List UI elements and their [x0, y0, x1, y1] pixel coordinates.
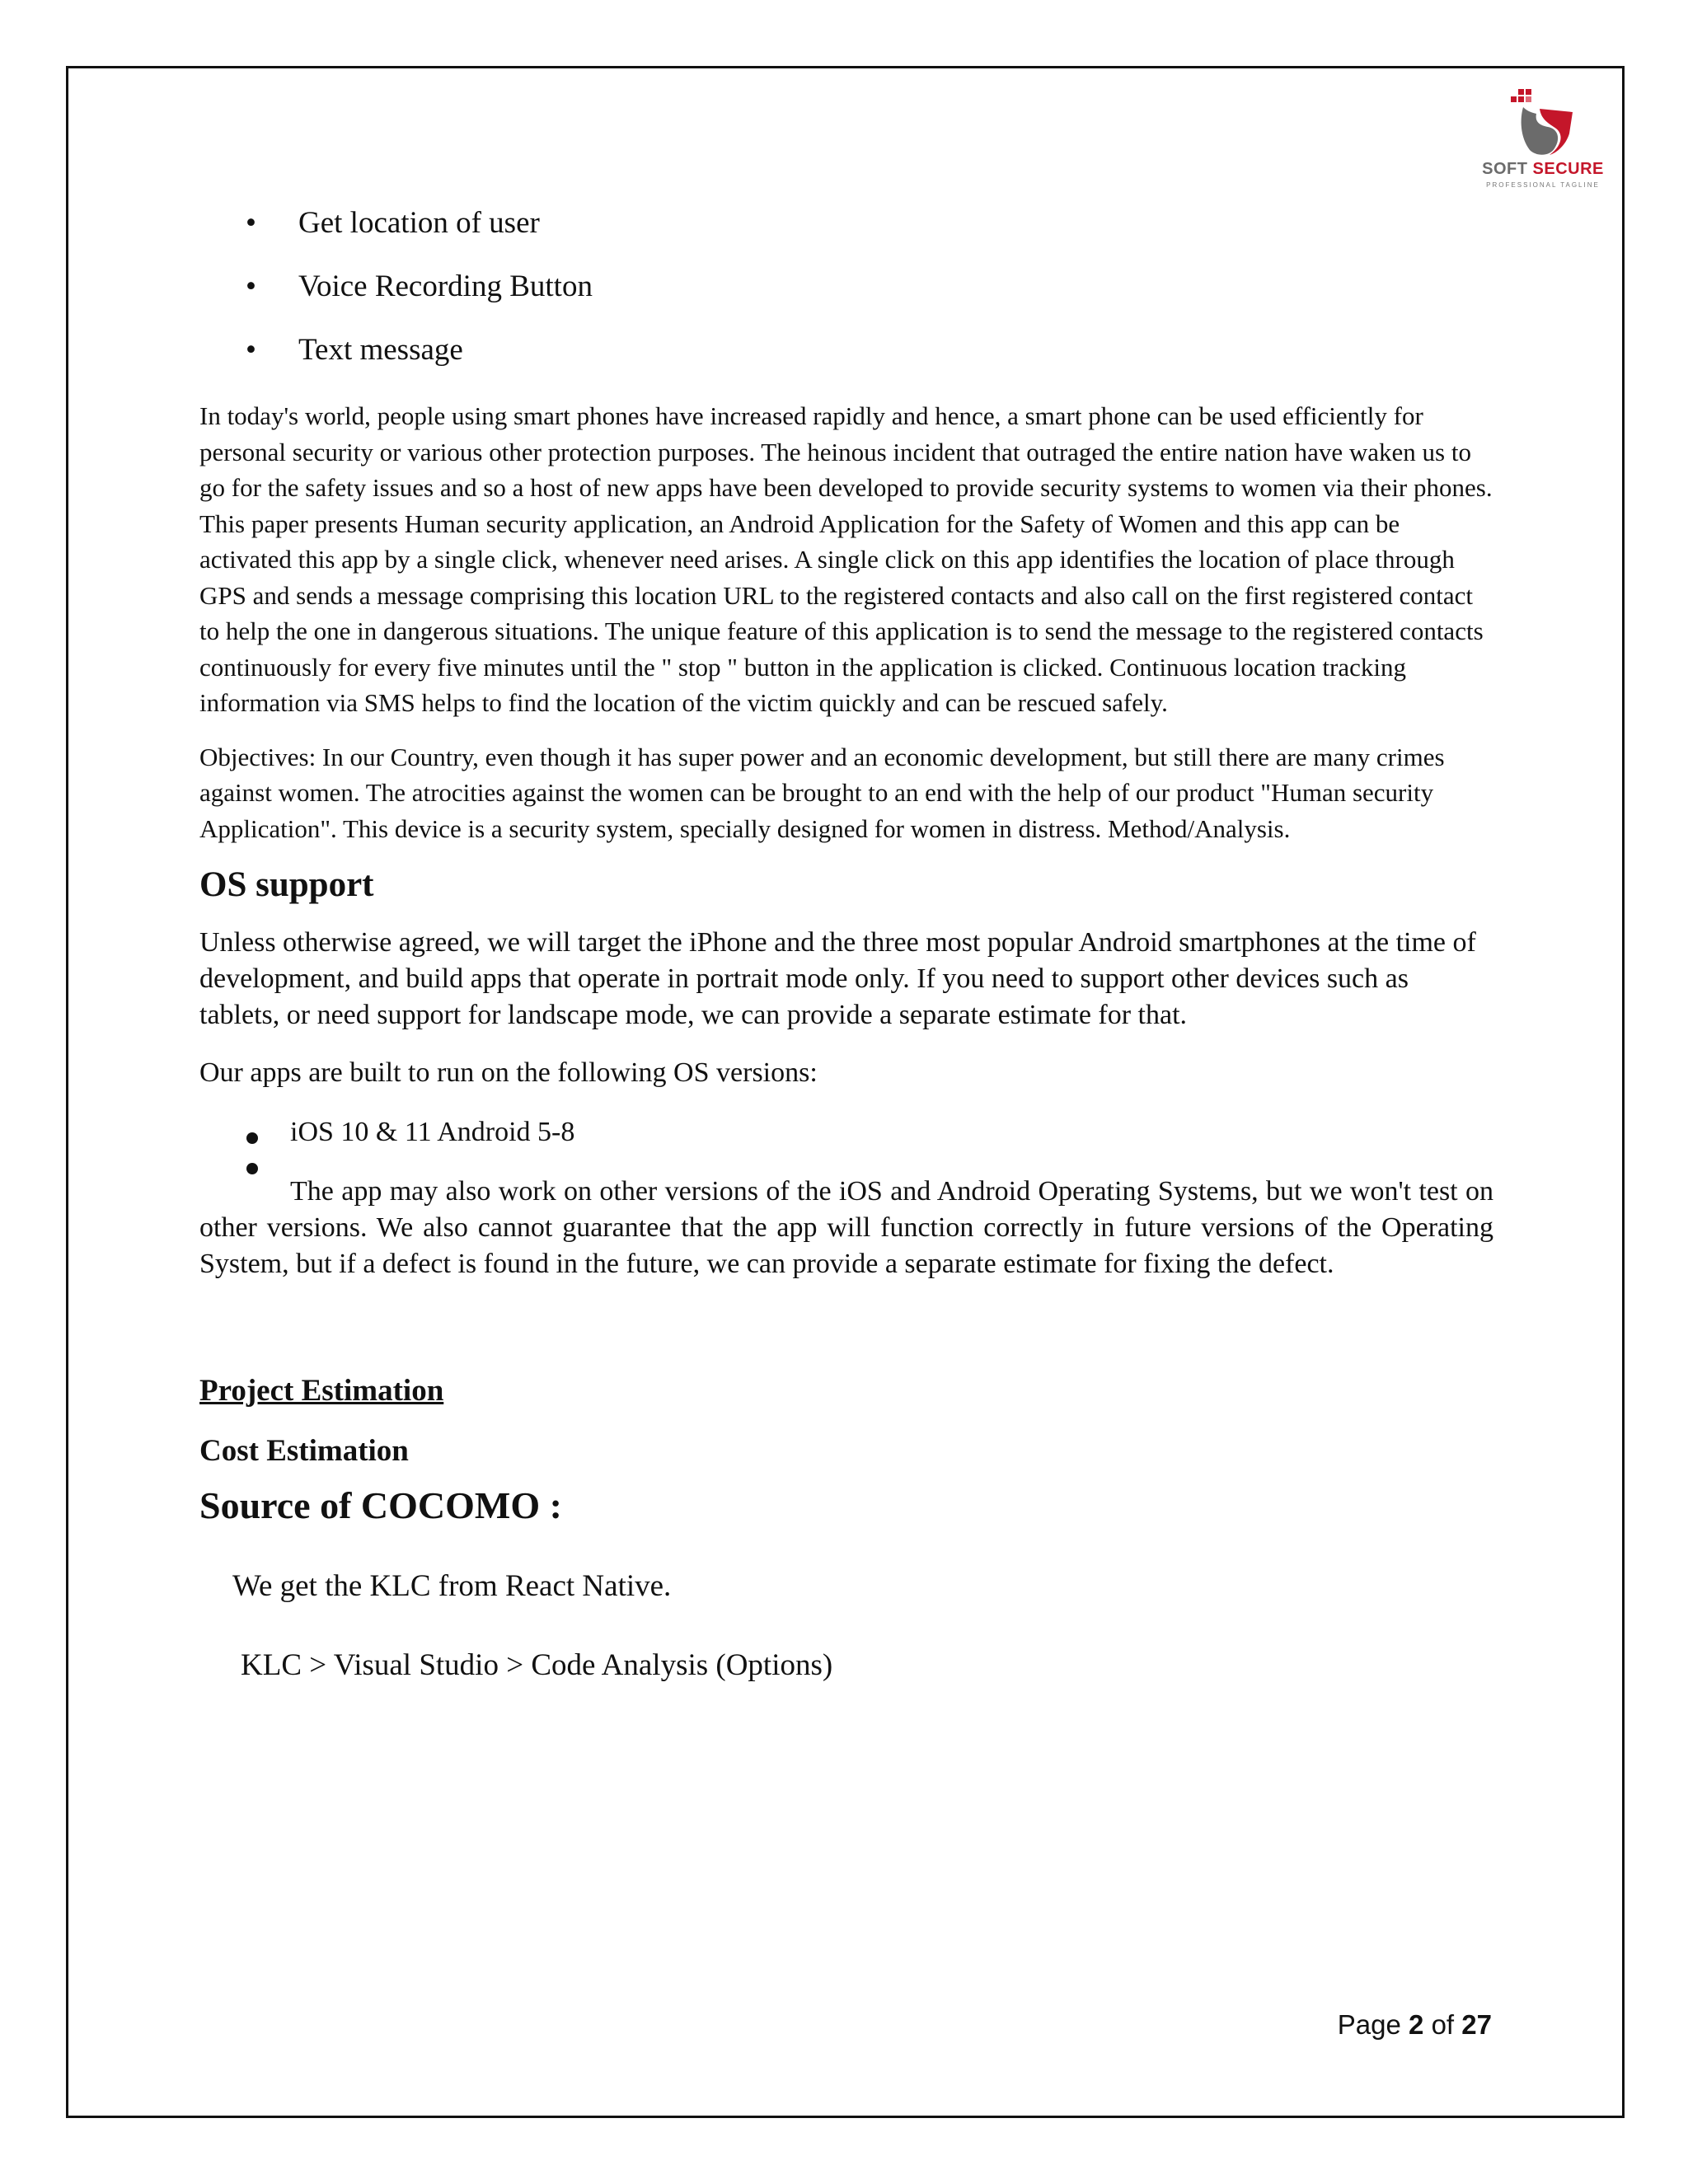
page-number-footer [1338, 2009, 1492, 2041]
intro-paragraph: In today's world, people using smart phones have increased rapidly and hence, a smart phone can be used efficiently for personal security or various other protection purposes. The heinous incident that outraged the entire nation have waken us to go for the safety issues and so a host of new apps have been developed to provide security systems to women via their phones. This paper presents Human security application, an Android Application for the Safety of Women and this app can be activated this app by a single click, whenever need arises. A single click on this app identifies the location of place through GPS and sends a message comprising this location URL to the registered contacts and also call on the first registered contact to help the one in dangerous situations. The unique feature of this application is to send the message to the registered contacts continuously for every five minutes until the " stop " button in the application is clicked. Continuous location tracking information via SMS helps to find the location of the victim quickly and can be rescued safely. [199, 401, 1493, 717]
bullet-icon: • [246, 206, 256, 240]
feature-text: Voice Recording Button [298, 269, 593, 303]
feature-text: Text message [298, 333, 463, 367]
shield-logo-icon [1470, 86, 1615, 160]
logo-word-soft: SOFT [1482, 160, 1528, 178]
project-estimation-heading: Project Estimation [199, 1374, 444, 1408]
objectives-paragraph: Objectives: In our Country, even though it has super power and an economic development, but still there are many crimes against women. The atrocities against the women can be brought to an end with the help of our product "Human security Application". This device is a security system, specially designed for women in distress. Method/Analysis. [199, 742, 1445, 843]
footer-page-word: Page [1337, 2009, 1401, 2040]
os-versions-intro: Our apps are built to run on the following OS versions: [199, 1057, 818, 1088]
feature-list [199, 191, 1493, 382]
os-version-text: iOS 10 & 11 Android 5-8 [290, 1117, 575, 1147]
klc-source-line: We get the KLC from React Native. [232, 1569, 672, 1603]
bullet-dot-icon [246, 1163, 258, 1174]
list-item [199, 318, 1493, 382]
os-support-paragraph: Unless otherwise agreed, we will target the iPhone and the three most popular Android smartphones at the time of development, and build apps that operate in portrait mode only. If you need to support other devices such as tablets, or need support for landscape mode, we can provide a separate estimate for that. [199, 927, 1476, 1030]
os-disclaimer-text: The app may also work on other versions of the iOS and Android Operating Systems, but we won't test on other versions. We also cannot guarantee that the app will function correctly in future versions of the Operating System, but if a defect is found in the future, we can provide a separate estimate for fixing the defect. [199, 1176, 1493, 1279]
list-item [199, 191, 1493, 255]
page-content [199, 191, 1493, 1684]
os-versions-list [199, 1114, 1493, 1282]
feature-text: Get location of user [298, 206, 540, 240]
footer-page-number: 2 [1409, 2009, 1424, 2040]
logo-word-secure: SECURE [1532, 160, 1604, 178]
list-item [199, 1114, 1493, 1151]
os-support-heading: OS support [199, 865, 374, 904]
klc-path-line: KLC > Visual Studio > Code Analysis (Options) [241, 1648, 833, 1682]
bullet-dot-icon [246, 1132, 258, 1144]
list-item [199, 255, 1493, 318]
footer-total-pages: 27 [1461, 2009, 1492, 2040]
bullet-icon: • [246, 269, 256, 303]
cost-estimation-heading: Cost Estimation [199, 1434, 409, 1468]
bullet-icon: • [246, 333, 256, 367]
soft-secure-logo [1470, 86, 1615, 193]
list-item [199, 1174, 1493, 1282]
logo-tagline: PROFESSIONAL TAGLINE [1486, 181, 1600, 189]
cocomo-heading: Source of COCOMO : [199, 1484, 562, 1526]
footer-of-word: of [1431, 2009, 1455, 2040]
logo-brand-text [1470, 160, 1615, 179]
